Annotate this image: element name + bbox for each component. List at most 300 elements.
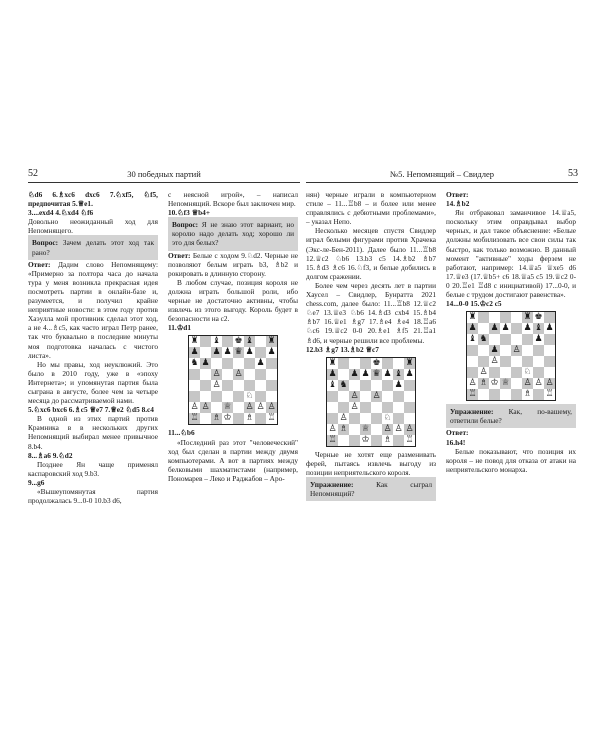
- board-square: [349, 413, 360, 424]
- board-square: [533, 312, 544, 323]
- board-square: [404, 391, 415, 402]
- move-line: 3....exd4 4.♘xd4 ♘f6: [28, 208, 94, 218]
- chess-piece: ♚: [534, 312, 543, 323]
- board-square: [222, 402, 233, 413]
- left-page-header: [28, 168, 300, 180]
- chess-piece: ♞: [479, 334, 488, 345]
- board-square: [189, 380, 200, 391]
- text-paragraph: «Вышеупомянутая партия продолжалась 9...0-0 10.b3 d6,: [28, 487, 158, 506]
- board-square: [522, 389, 533, 400]
- chess-piece: ♝: [212, 336, 221, 347]
- board-square: [467, 378, 478, 389]
- header-rule: [306, 182, 578, 183]
- board-square: [338, 380, 349, 391]
- question-box: [306, 477, 436, 501]
- board-square: [382, 380, 393, 391]
- board-square: [266, 413, 277, 424]
- chess-piece: ♙: [383, 423, 392, 434]
- chess-board: [466, 311, 556, 401]
- text-paragraph: Позднее Ян чаще применял каспаровский ход 9.b3.: [28, 459, 158, 478]
- board-square: [544, 356, 555, 367]
- board-square: [360, 380, 371, 391]
- chess-piece: ♙: [234, 369, 243, 380]
- board-square: [511, 356, 522, 367]
- text-paragraph: Несколько месяцев спустя Свидлер играл белыми фигурами против Храчека (Экс-ле-Бен-2011). Далее было 11...♖b8 12.♕c2 ♘b6 13.b3 c5 14.♗b2 ♗b7 15.♗d3 ♗c6 16.♘f3, и белые добились в долгом сражении.: [306, 226, 436, 281]
- chess-diagram: [446, 311, 576, 401]
- chess-piece: ♙: [256, 402, 265, 413]
- board-square: [189, 347, 200, 358]
- board-square: [211, 391, 222, 402]
- board-square: [255, 402, 266, 413]
- board-square: [467, 367, 478, 378]
- board-square: [500, 345, 511, 356]
- chess-piece: ♟: [201, 358, 210, 369]
- board-square: [327, 358, 338, 369]
- text-paragraph: Но мы правы, ход неуклюжий. Это было в 2010 году, уже в «эпоху Интернета»; и упомянутая партия была сыграна в августе, более чем за четыре месяца до рассматриваемой нами.: [28, 359, 158, 406]
- chess-piece: ♖: [190, 413, 199, 424]
- board-square: [404, 413, 415, 424]
- chess-piece: ♕: [501, 378, 510, 389]
- page-number: 53: [568, 168, 578, 179]
- board-square: [200, 347, 211, 358]
- board-square: [393, 435, 404, 446]
- board-square: [371, 413, 382, 424]
- right-page-column-1: [306, 190, 436, 501]
- board-square: [500, 323, 511, 334]
- chess-piece: ♜: [267, 336, 276, 347]
- board-square: [266, 369, 277, 380]
- chess-piece: ♙: [394, 423, 403, 434]
- board-square: [500, 356, 511, 367]
- board-square: [211, 358, 222, 369]
- chess-piece: ♙: [534, 378, 543, 389]
- board-square: [244, 336, 255, 347]
- board-square: [266, 402, 277, 413]
- chess-piece: ♘: [523, 367, 532, 378]
- board-square: [544, 323, 555, 334]
- board-square: [244, 358, 255, 369]
- move-line: 14...0-0 15.♔c2 c5: [446, 299, 502, 309]
- board-square: [544, 345, 555, 356]
- board-square: [189, 402, 200, 413]
- board-square: [255, 358, 266, 369]
- chess-piece: ♗: [245, 413, 254, 424]
- right-page-header: [306, 168, 578, 180]
- board-square: [233, 369, 244, 380]
- board-square: [382, 435, 393, 446]
- move-line: 9...g6: [28, 477, 45, 487]
- chess-piece: ♟: [490, 345, 499, 356]
- answer-label: Ответ:: [28, 259, 51, 269]
- board-square: [244, 369, 255, 380]
- chess-piece: ♖: [328, 434, 337, 445]
- board-square: [233, 391, 244, 402]
- board-square: [244, 391, 255, 402]
- chess-piece: ♟: [545, 323, 554, 334]
- board-square: [349, 402, 360, 413]
- board-square: [467, 345, 478, 356]
- chess-piece: ♟: [534, 334, 543, 345]
- board-square: [189, 358, 200, 369]
- answer-paragraph: [168, 251, 298, 278]
- text-paragraph: «Последний раз этот "человеческий" ход был сделан в партии между двумя компьютерами. А вот в партиях между белковыми шахматистами (например, Пономарев – Леко и Раджабов – Аро-: [168, 437, 298, 483]
- chess-piece: ♗: [523, 389, 532, 400]
- board-square: [211, 402, 222, 413]
- board-square: [189, 391, 200, 402]
- chess-piece: ♔: [490, 378, 499, 389]
- chess-piece: ♙: [267, 402, 276, 413]
- board-square: [467, 334, 478, 345]
- board-square: [338, 358, 349, 369]
- text-paragraph: Белые показывают, что позиция их короля – не повод для отказа от атаки на неприятельского монарха.: [446, 446, 576, 474]
- chess-piece: ♙: [212, 369, 221, 380]
- board-square: [233, 413, 244, 424]
- board-square: [255, 369, 266, 380]
- left-page-column-1: [28, 190, 158, 505]
- board-square: [371, 380, 382, 391]
- chess-piece: ♟: [190, 347, 199, 358]
- board-square: [222, 380, 233, 391]
- chess-piece: ♟: [490, 323, 499, 334]
- chess-piece: ♟: [350, 368, 359, 379]
- board-square: [404, 402, 415, 413]
- board-square: [338, 413, 349, 424]
- board-square: [360, 402, 371, 413]
- board-square: [200, 369, 211, 380]
- chess-piece: ♘: [383, 412, 392, 423]
- board-square: [404, 369, 415, 380]
- board-square: [371, 369, 382, 380]
- board-square: [338, 391, 349, 402]
- board-square: [393, 358, 404, 369]
- board-square: [522, 323, 533, 334]
- board-square: [327, 391, 338, 402]
- board-square: [533, 389, 544, 400]
- board-square: [500, 367, 511, 378]
- board-square: [255, 391, 266, 402]
- board-square: [255, 347, 266, 358]
- chess-piece: ♖: [468, 389, 477, 400]
- chess-piece: ♙: [545, 378, 554, 389]
- board-square: [349, 380, 360, 391]
- board-square: [522, 312, 533, 323]
- question-label: Вопрос:: [172, 220, 199, 230]
- board-square: [511, 334, 522, 345]
- board-square: [222, 391, 233, 402]
- board-square: [371, 358, 382, 369]
- board-square: [467, 356, 478, 367]
- text-paragraph: В одной из этих партий против Крамника в в нескольких других Непомнящий выбирал менее привычное 8.b4.: [28, 414, 158, 451]
- board-square: [360, 358, 371, 369]
- board-square: [222, 347, 233, 358]
- board-square: [233, 380, 244, 391]
- board-square: [522, 356, 533, 367]
- board-square: [522, 367, 533, 378]
- chess-piece: ♙: [405, 423, 414, 434]
- board-square: [544, 378, 555, 389]
- board-square: [489, 367, 500, 378]
- board-square: [393, 380, 404, 391]
- board-square: [371, 424, 382, 435]
- answer-paragraph: [446, 190, 576, 199]
- question-text: Как, по-вашему, ответили белые?: [450, 407, 572, 426]
- board-square: [511, 345, 522, 356]
- question-label: Вопрос:: [32, 238, 59, 248]
- chess-piece: ♞: [190, 358, 199, 369]
- chess-piece: ♜: [523, 312, 532, 323]
- board-square: [360, 369, 371, 380]
- board-square: [222, 336, 233, 347]
- board-square: [544, 312, 555, 323]
- right-page-column-2: [446, 190, 576, 474]
- board-square: [382, 413, 393, 424]
- board-square: [200, 391, 211, 402]
- chess-piece: ♜: [468, 312, 477, 323]
- move-line: 11...♘b6: [168, 428, 195, 438]
- board-square: [478, 323, 489, 334]
- board-square: [544, 334, 555, 345]
- board-square: [478, 334, 489, 345]
- board-square: [338, 402, 349, 413]
- chess-piece: ♙: [479, 367, 488, 378]
- answer-label: Ответ:: [168, 250, 191, 260]
- board-square: [327, 402, 338, 413]
- move-line: 12.b3 ♗g7 13.♗b2 ♕c7: [306, 344, 379, 354]
- board-square: [222, 369, 233, 380]
- chess-piece: ♙: [190, 402, 199, 413]
- board-square: [467, 312, 478, 323]
- board-square: [360, 391, 371, 402]
- board-square: [533, 378, 544, 389]
- board-square: [189, 413, 200, 424]
- board-square: [478, 356, 489, 367]
- board-square: [244, 347, 255, 358]
- chess-diagram: [168, 335, 298, 425]
- question-box: [28, 235, 158, 259]
- question-box: [446, 404, 576, 428]
- board-square: [211, 347, 222, 358]
- chess-piece: ♝: [328, 379, 337, 390]
- text-paragraph: нян) черные играли в компьютерном стиле – 11...♖b8 – и более или менее справлялись с дебютными проблемами», – указал Непо.: [306, 190, 436, 227]
- move-line: 10.♘f3 ♕b4+: [168, 208, 210, 218]
- board-square: [200, 413, 211, 424]
- board-square: [489, 323, 500, 334]
- chess-piece: ♟: [501, 323, 510, 334]
- chess-piece: ♙: [350, 390, 359, 401]
- board-square: [533, 367, 544, 378]
- chess-board: [326, 357, 416, 447]
- board-square: [533, 323, 544, 334]
- chess-piece: ♘: [245, 391, 254, 402]
- text-paragraph: Довольно неожиданный ход для Непомнящего.: [28, 217, 158, 236]
- board-square: [511, 378, 522, 389]
- running-title: №5. Непомнящий – Свидлер: [390, 169, 494, 179]
- question-label: Упражнение:: [450, 407, 494, 417]
- chess-piece: ♞: [339, 379, 348, 390]
- chess-piece: ♙: [523, 378, 532, 389]
- board-square: [500, 334, 511, 345]
- board-square: [489, 378, 500, 389]
- board-square: [338, 435, 349, 446]
- board-square: [338, 369, 349, 380]
- right-page: [306, 168, 578, 728]
- board-square: [467, 323, 478, 334]
- move-line: 5.♘xc6 bxc6 6.♗c5 ♕e7 7.♕e2 ♘d5 8.c4: [28, 405, 154, 415]
- board-square: [500, 312, 511, 323]
- board-square: [478, 312, 489, 323]
- board-square: [467, 389, 478, 400]
- board-square: [266, 391, 277, 402]
- board-square: [511, 389, 522, 400]
- chess-board: [188, 335, 278, 425]
- board-square: [478, 367, 489, 378]
- chess-piece: ♔: [361, 434, 370, 445]
- chess-piece: ♝: [534, 323, 543, 334]
- move-line: ♘d6 6.♗xc6 dxc6 7.♘xf5, ♘f5, предпочитая 5.♕e1.: [28, 190, 158, 209]
- chess-piece: ♝: [394, 368, 403, 379]
- board-square: [189, 369, 200, 380]
- answer-label: Ответ:: [446, 190, 469, 199]
- text-paragraph: В любом случае, позиция короля не должна играть большой роли, ибо черные не достаточно активны, чтобы извлечь из этого выгоду. Король будет в безопасности на с2.: [168, 277, 298, 324]
- answer-paragraph: [446, 428, 576, 437]
- board-square: [255, 413, 266, 424]
- text-paragraph: Черные не хотят еще разменивать ферей, пытаясь извлечь выгоду из позиции неприятельского короля.: [306, 449, 436, 477]
- board-square: [478, 345, 489, 356]
- board-square: [233, 358, 244, 369]
- board-square: [500, 378, 511, 389]
- board-square: [200, 402, 211, 413]
- board-square: [489, 312, 500, 323]
- chess-piece: ♟: [245, 347, 254, 358]
- board-square: [522, 345, 533, 356]
- board-square: [404, 435, 415, 446]
- board-square: [478, 378, 489, 389]
- chess-piece: ♙: [490, 356, 499, 367]
- chess-piece: ♜: [190, 336, 199, 347]
- move-line: 11.♔d1: [168, 323, 191, 333]
- board-square: [478, 389, 489, 400]
- board-square: [382, 391, 393, 402]
- board-square: [511, 323, 522, 334]
- board-square: [200, 380, 211, 391]
- question-text: Зачем делать этот ход так рано?: [32, 238, 154, 257]
- answer-text: Белые с ходом 9.♘d2. Черные не позволяют белым играть b3, ♗b2 и рокировать в длинную сторону.: [168, 250, 298, 278]
- answer-text: Дадим слово Непомнящему: «Примерно за полтора часа до начала тура у меня возникла прекрасная идея посмотреть партии в онлайн-базе и, разумеется, и получил крайне неприятные новости: в этом году против Хаэулла мой противник сделал этот ход, а не 4...♗c5, как часто играл Петр ранее, так что буквально в последние минуты моя подготовка началась с чистого листа».: [28, 259, 159, 360]
- board-square: [489, 389, 500, 400]
- board-square: [244, 380, 255, 391]
- board-square: [522, 378, 533, 389]
- text-paragraph: Более чем через десять лет в партии Хаусел – Свидлер, Бунратта 2021 chess.com, далее было: 11...♖b8 12.♕c2 ♘e7 13.♕e3 ♘b6 14.♗d3 cxb4 15.♗b4 ♗b7 16.♕e1 ♗g7 17.♗e4 ♗e4 18.♖a6 ♘c6 19.♕c2 0-0 20.♗e1 ♗f5 21.♖a1 ♗d6, и черные решили все проблемы.: [306, 280, 436, 345]
- board-square: [360, 413, 371, 424]
- chess-piece: ♙: [201, 402, 210, 413]
- chess-piece: ♟: [223, 347, 232, 358]
- move-line: 8...♗a6 9.♘d2: [28, 450, 73, 460]
- board-square: [327, 380, 338, 391]
- board-square: [511, 367, 522, 378]
- chess-piece: ♖: [267, 413, 276, 424]
- chess-piece: ♟: [468, 323, 477, 334]
- board-square: [382, 358, 393, 369]
- board-square: [327, 413, 338, 424]
- question-box: [168, 217, 298, 250]
- board-square: [489, 356, 500, 367]
- board-square: [500, 389, 511, 400]
- board-square: [255, 336, 266, 347]
- board-square: [382, 402, 393, 413]
- board-square: [360, 424, 371, 435]
- chess-piece: ♟: [405, 368, 414, 379]
- chess-piece: ♙: [339, 412, 348, 423]
- board-square: [211, 380, 222, 391]
- board-square: [211, 369, 222, 380]
- board-square: [233, 347, 244, 358]
- chess-piece: ♕: [361, 423, 370, 434]
- answer-label: Ответ:: [446, 428, 469, 438]
- chess-piece: ♛: [372, 368, 381, 379]
- board-square: [244, 413, 255, 424]
- board-square: [189, 336, 200, 347]
- board-square: [404, 358, 415, 369]
- board-square: [404, 380, 415, 391]
- chess-piece: ♗: [479, 378, 488, 389]
- board-square: [393, 402, 404, 413]
- chess-piece: ♙: [328, 423, 337, 434]
- chess-piece: ♟: [394, 379, 403, 390]
- board-square: [266, 336, 277, 347]
- board-square: [200, 358, 211, 369]
- chess-piece: ♔: [223, 413, 232, 424]
- chess-piece: ♟: [328, 368, 337, 379]
- chess-piece: ♙: [245, 402, 254, 413]
- chess-diagram: [306, 357, 436, 447]
- board-square: [533, 356, 544, 367]
- chess-piece: ♛: [234, 347, 243, 358]
- board-square: [382, 369, 393, 380]
- board-square: [222, 358, 233, 369]
- board-square: [533, 334, 544, 345]
- chess-piece: ♙: [350, 401, 359, 412]
- left-page: [28, 168, 300, 728]
- board-square: [255, 380, 266, 391]
- text-paragraph: с неясной игрой», – написал Непомнящий. Вскоре был заключен мир.: [168, 190, 298, 209]
- board-square: [338, 424, 349, 435]
- board-square: [327, 424, 338, 435]
- board-square: [349, 435, 360, 446]
- chess-piece: ♜: [405, 357, 414, 368]
- board-square: [544, 367, 555, 378]
- board-square: [266, 380, 277, 391]
- board-square: [393, 391, 404, 402]
- board-square: [404, 424, 415, 435]
- board-square: [327, 435, 338, 446]
- move-line: 14.♗b2: [446, 199, 470, 209]
- board-square: [393, 424, 404, 435]
- board-square: [533, 345, 544, 356]
- chess-piece: ♖: [545, 389, 554, 400]
- board-square: [489, 345, 500, 356]
- chess-piece: ♙: [372, 390, 381, 401]
- board-square: [244, 402, 255, 413]
- question-text: Я не знаю этот вариант, но королю надо делать ход; хорошо ли это для белых?: [172, 220, 294, 248]
- chess-piece: ♟: [361, 368, 370, 379]
- board-square: [511, 312, 522, 323]
- question-text: Как сыграл Непомнящий?: [310, 479, 433, 499]
- move-line: 16.h4!: [446, 437, 466, 447]
- page-number: 52: [28, 168, 38, 179]
- chess-piece: ♟: [212, 347, 221, 358]
- board-square: [200, 336, 211, 347]
- text-paragraph: Ян отбраковал заманчивое 14.♕a5, поскольку этим оправдывал выбор черных, и дал такое объяснение: «Белые должны мобилизовать все свои силы так быстро, как только возможно. В данный момент "активные" ходы ферзем не работают, например: 14.♕a5 ♕xe5 d6 17.♕e3 (17.♕b5+ c6 18.♕a5 c5 19.♕c2 0-0 20.♖e1 ♖d8 с инициативой) 17...0-0, и белые с трудом достигают равенства».: [446, 208, 576, 300]
